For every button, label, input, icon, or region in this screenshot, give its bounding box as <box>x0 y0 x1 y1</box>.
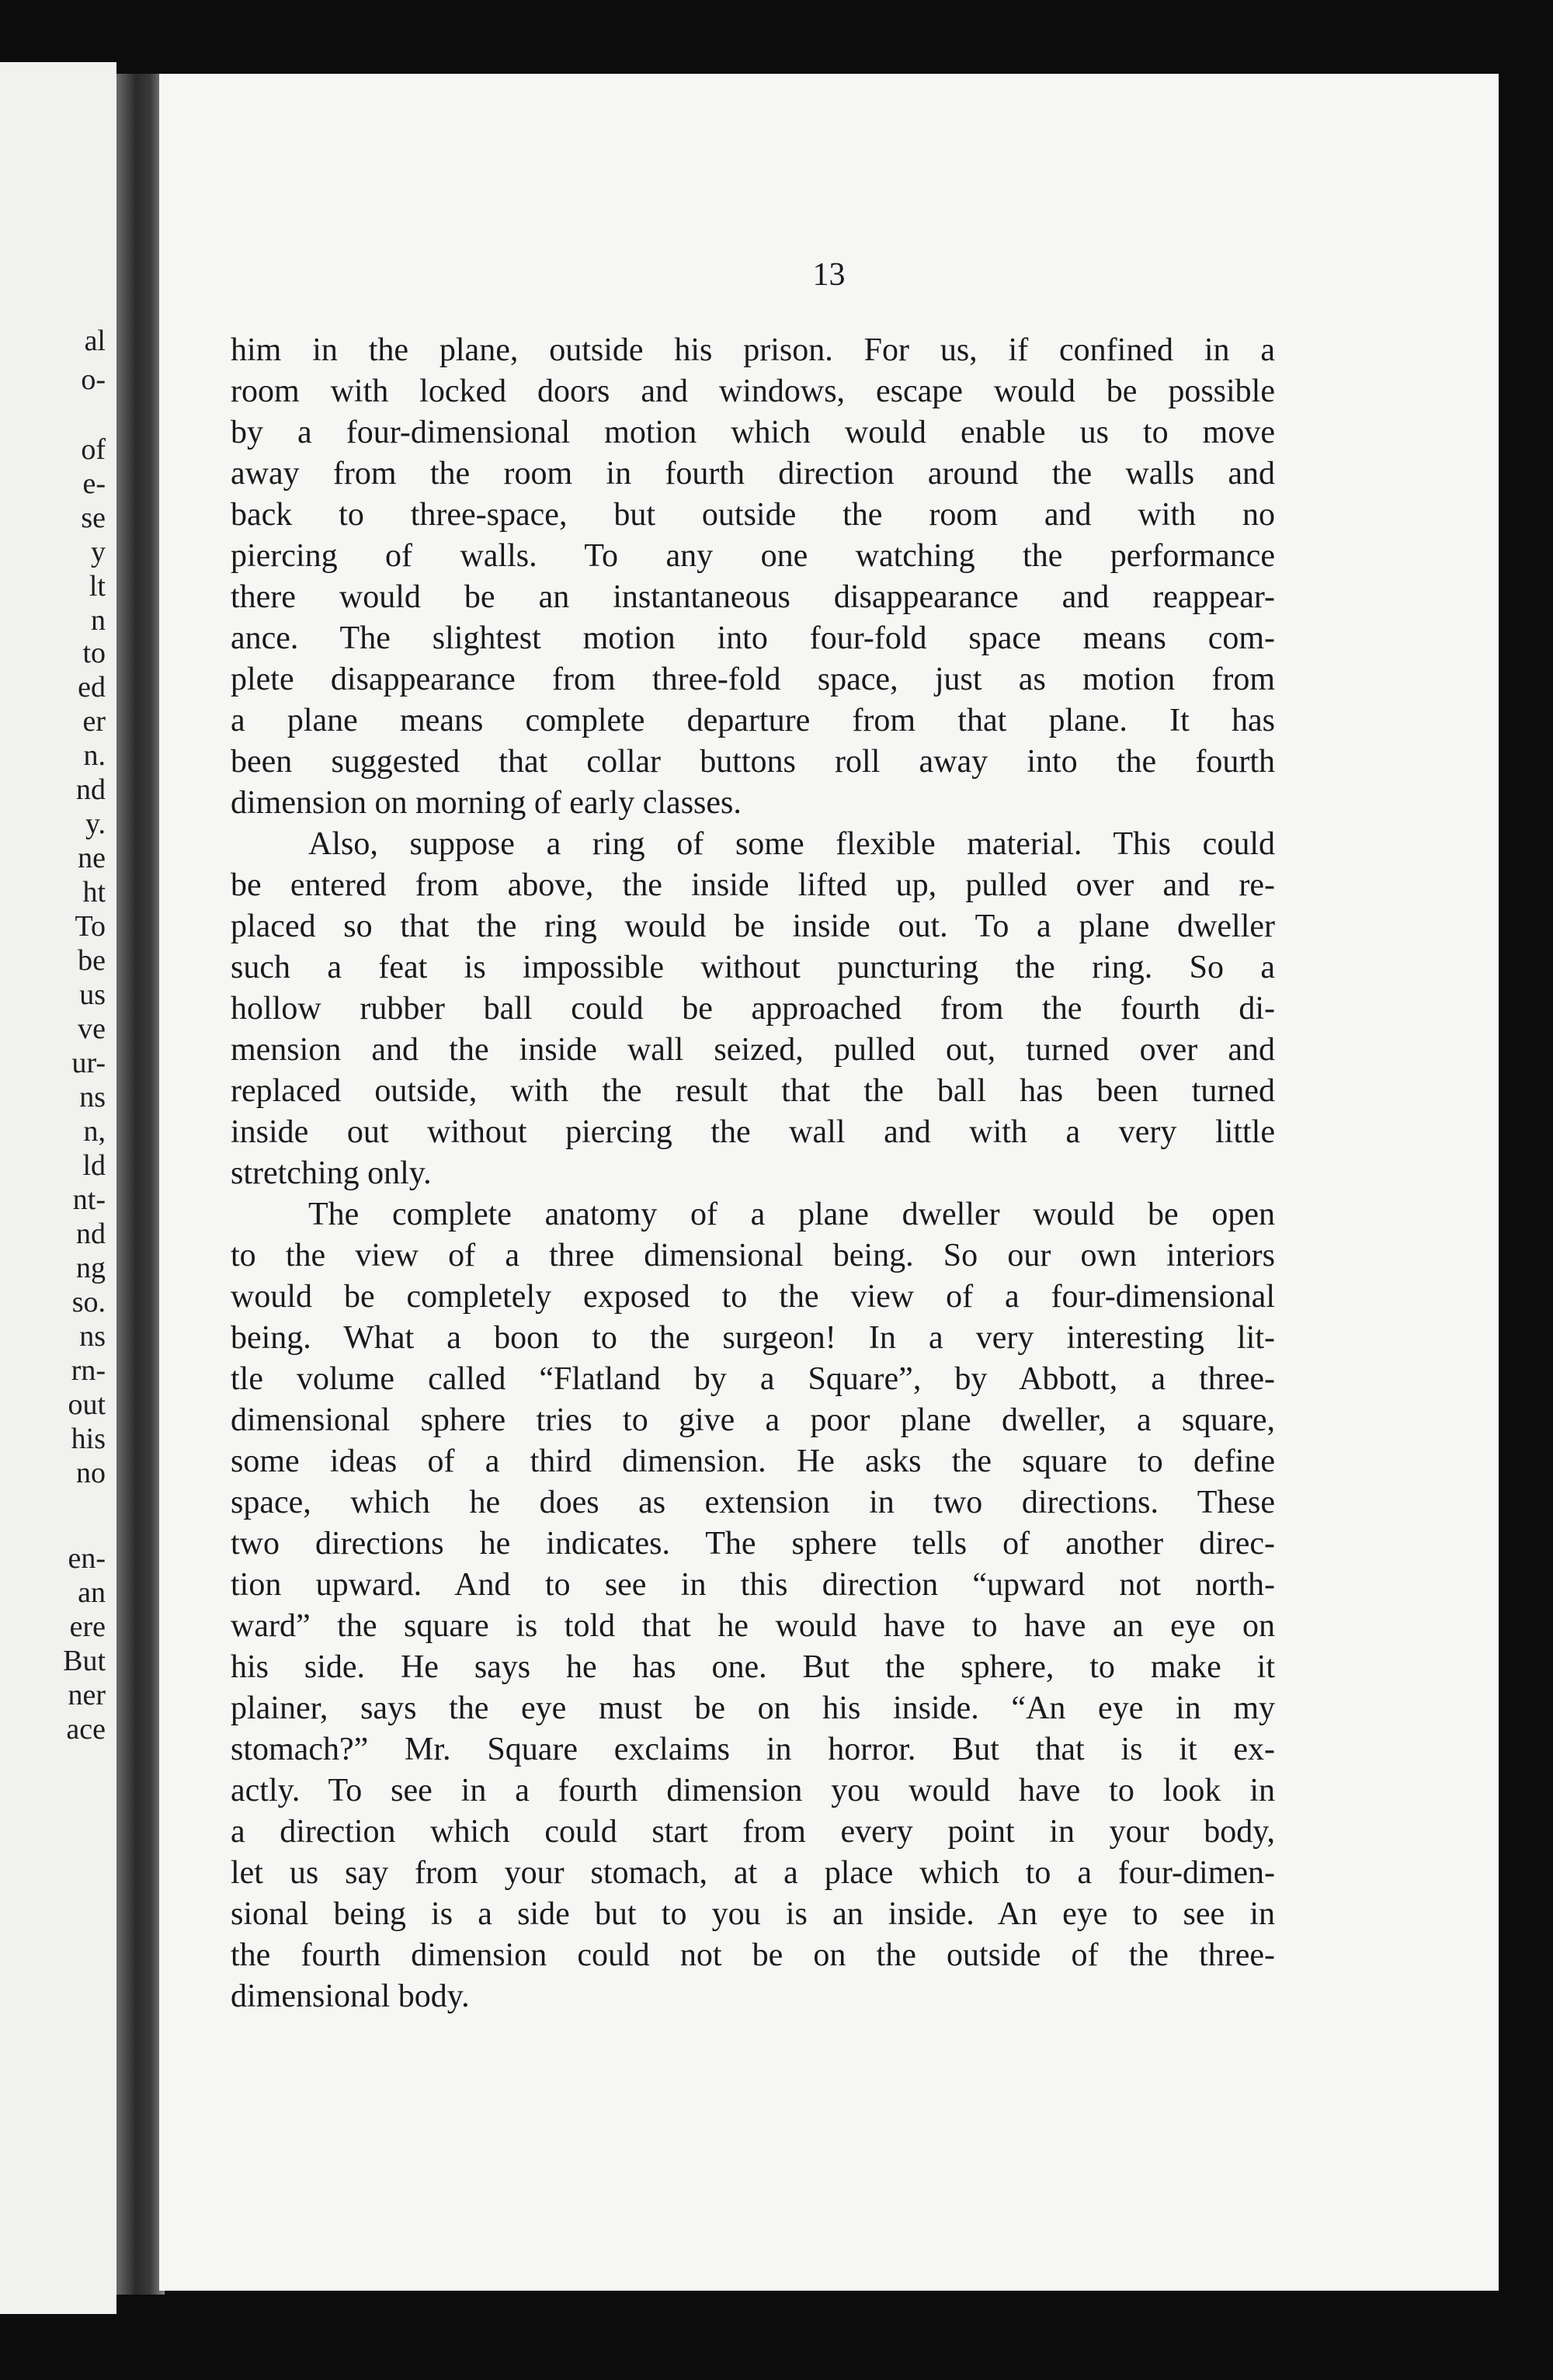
text-line: The complete anatomy of a plane dweller would be open <box>308 1197 1275 1232</box>
left-page-fragment: lt <box>89 570 106 603</box>
left-page-fragment: ve <box>78 1013 106 1045</box>
text-line: some ideas of a third dimension. He asks the square to define <box>231 1444 1275 1479</box>
left-page-fragment: en- <box>68 1542 106 1575</box>
left-page-fragment: rn- <box>71 1354 106 1387</box>
text-line: dimension on morning of early classes. <box>231 785 742 821</box>
text-line: away from the room in fourth direction around the walls and <box>231 456 1275 492</box>
text-line: actly. To see in a fourth dimension you would have to look in <box>231 1773 1275 1808</box>
left-page-fragment: To <box>75 910 106 943</box>
left-page-fragment: ld <box>82 1149 106 1182</box>
text-line: stomach?” Mr. Square exclaims in horror. But that is it ex- <box>231 1732 1275 1767</box>
paragraph <box>231 330 1275 824</box>
left-page-fragment: se <box>81 502 106 534</box>
text-line: such a feat is impossible without puncturing the ring. So a <box>231 950 1275 985</box>
left-page-fragment: n. <box>83 739 106 772</box>
paragraph <box>231 1194 1275 2017</box>
previous-page-edge <box>0 62 116 2314</box>
text-line: being. What a boon to the surgeon! In a very interesting lit- <box>231 1320 1275 1356</box>
left-page-fragment: ace <box>66 1713 106 1746</box>
text-line: let us say from your stomach, at a place which to a four-dimen- <box>231 1855 1275 1891</box>
text-line: been suggested that collar buttons roll away into the fourth <box>231 744 1275 780</box>
left-page-fragment: ng <box>76 1252 106 1284</box>
left-page-fragment: n, <box>83 1115 106 1148</box>
left-page-fragment: us <box>79 978 106 1011</box>
paragraph <box>231 824 1275 1194</box>
left-page-fragment: y. <box>85 808 106 840</box>
book-gutter <box>116 74 165 2295</box>
text-line: piercing of walls. To any one watching the performance <box>231 538 1275 574</box>
left-page-fragment: nd <box>76 1218 106 1250</box>
text-line: two directions he indicates. The sphere tells of another direc- <box>231 1526 1275 1562</box>
text-line: Also, suppose a ring of some flexible material. This could <box>308 826 1275 862</box>
page-number: 13 <box>812 257 846 293</box>
text-line: his side. He says he has one. But the sphere, to make it <box>231 1649 1275 1685</box>
left-page-fragment: ne <box>78 842 106 874</box>
text-line: mension and the inside wall seized, pulled out, turned over and <box>231 1032 1275 1068</box>
text-line: a direction which could start from every point in your body, <box>231 1814 1275 1850</box>
left-page-fragment: of <box>81 433 106 466</box>
left-page-fragment: al <box>84 325 106 357</box>
left-page-fragment: nd <box>76 773 106 806</box>
text-line: dimensional sphere tries to give a poor plane dweller, a square, <box>231 1402 1275 1438</box>
text-line: there would be an instantaneous disappearance and reappear- <box>231 579 1275 615</box>
left-page-fragment: no <box>76 1457 106 1489</box>
text-line: be entered from above, the inside lifted up, pulled over and re- <box>231 867 1275 903</box>
text-line: to the view of a three dimensional being. So our own interiors <box>231 1238 1275 1273</box>
text-line: inside out without piercing the wall and with a very little <box>231 1114 1275 1150</box>
left-page-fragment: so. <box>71 1286 106 1319</box>
left-page-fragment: o- <box>81 363 106 396</box>
text-line: tion upward. And to see in this direction “upward not north- <box>231 1567 1275 1603</box>
left-page-fragment: ner <box>68 1679 106 1711</box>
text-line: tle volume called “Flatland by a Square”, by Abbott, a three- <box>231 1361 1275 1397</box>
left-page-fragment: e- <box>82 467 106 500</box>
left-page-fragment: nt- <box>72 1183 106 1216</box>
left-page-fragment: his <box>71 1423 106 1455</box>
text-line: ance. The slightest motion into four-fold space means com- <box>231 620 1275 656</box>
text-line: plainer, says the eye must be on his inside. “An eye in my <box>231 1690 1275 1726</box>
text-line: the fourth dimension could not be on the outside of the three- <box>231 1937 1275 1973</box>
text-line: hollow rubber ball could be approached from the fourth di- <box>231 991 1275 1027</box>
left-page-fragment: y <box>91 536 106 568</box>
text-line: stretching only. <box>231 1155 432 1191</box>
body-text <box>231 330 1275 2017</box>
left-page-fragment: ht <box>82 876 106 909</box>
text-line: him in the plane, outside his prison. For us, if confined in a <box>231 332 1275 368</box>
left-page-fragment: out <box>68 1388 106 1421</box>
text-line: replaced outside, with the result that the ball has been turned <box>231 1073 1275 1109</box>
text-line: would be completely exposed to the view of a four-dimensional <box>231 1279 1275 1315</box>
text-line: by a four-dimensional motion which would enable us to move <box>231 415 1275 450</box>
left-page-fragment: ns <box>79 1081 106 1114</box>
left-page-fragment: an <box>78 1576 106 1609</box>
left-page-fragment: ed <box>78 671 106 704</box>
text-line: room with locked doors and windows, escape would be possible <box>231 374 1275 409</box>
left-page-fragment: to <box>82 637 106 669</box>
left-page-fragment: n <box>91 604 106 637</box>
text-line: placed so that the ring would be inside out. To a plane dweller <box>231 909 1275 944</box>
book-page <box>159 74 1499 2291</box>
left-page-fragment: ns <box>79 1320 106 1353</box>
text-line: sional being is a side but to you is an inside. An eye to see in <box>231 1896 1275 1932</box>
left-page-fragment: be <box>78 944 106 977</box>
text-line: space, which he does as extension in two directions. These <box>231 1485 1275 1520</box>
text-line: dimensional body. <box>231 1979 470 2014</box>
left-page-fragment: But <box>63 1645 106 1677</box>
text-line: a plane means complete departure from that plane. It has <box>231 703 1275 738</box>
left-page-fragment: ur- <box>71 1047 106 1079</box>
left-page-fragment: ere <box>69 1610 106 1643</box>
text-line: back to three-space, but outside the room and with no <box>231 497 1275 533</box>
text-line: plete disappearance from three-fold space, just as motion from <box>231 662 1275 697</box>
left-page-fragment: er <box>82 705 106 738</box>
text-line: ward” the square is told that he would have to have an eye on <box>231 1608 1275 1644</box>
